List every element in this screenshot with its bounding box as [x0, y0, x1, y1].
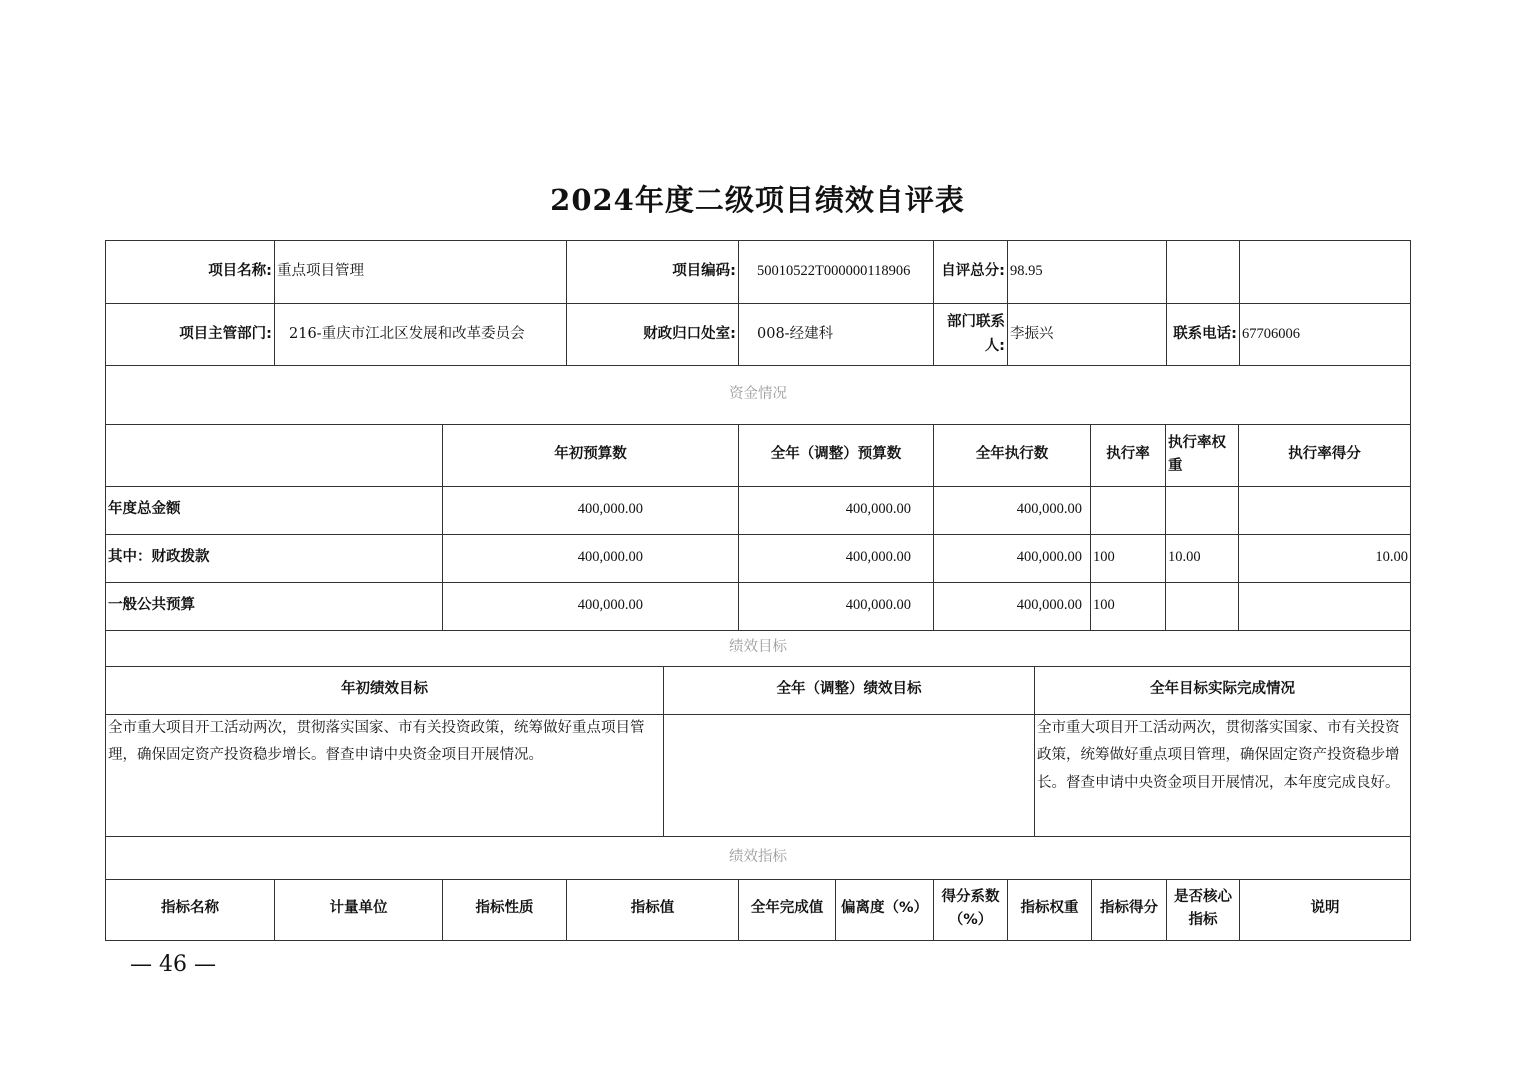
row-label: 一般公共预算: [106, 582, 443, 630]
goals-header-actual: 全年目标实际完成情况: [1035, 666, 1411, 714]
funds-table: [105, 424, 1411, 631]
funds-header-rate: 执行率: [1091, 424, 1166, 486]
page-number: — 46 —: [130, 952, 216, 977]
cell-score: 10.00: [1239, 534, 1411, 582]
cell-adjusted: 400,000.00: [739, 582, 934, 630]
empty-cell: [1167, 241, 1240, 304]
funds-header-score: 执行率得分: [1239, 424, 1411, 486]
indicator-header-core: 是否核心指标: [1167, 879, 1240, 940]
funds-section-label: 资金情况: [106, 366, 1411, 425]
project-name-value: 重点项目管理: [275, 241, 567, 304]
dept-label: 项目主管部门:: [106, 304, 275, 366]
phone-label: 联系电话:: [1167, 304, 1240, 366]
row-label: 其中：财政拨款: [106, 534, 443, 582]
indicator-header-deviation: 偏离度（%）: [836, 879, 934, 940]
indicator-header-completed: 全年完成值: [739, 879, 836, 940]
cell-executed: 400,000.00: [934, 582, 1091, 630]
cell-executed: 400,000.00: [934, 486, 1091, 534]
empty-cell: [1240, 241, 1411, 304]
table-row: [106, 582, 1411, 630]
indicator-header-value: 指标值: [567, 879, 739, 940]
contact-label: 部门联系人:: [934, 304, 1008, 366]
score-label: 自评总分:: [934, 241, 1008, 304]
cell-score: [1239, 486, 1411, 534]
funds-header-executed: 全年执行数: [934, 424, 1091, 486]
table-row: [106, 534, 1411, 582]
indicator-header-weight: 指标权重: [1008, 879, 1092, 940]
indicator-header-notes: 说明: [1240, 879, 1411, 940]
row-label: 年度总金额: [106, 486, 443, 534]
cell-adjusted: 400,000.00: [739, 534, 934, 582]
cell-rate: 100: [1091, 534, 1166, 582]
indicator-header-unit: 计量单位: [275, 879, 443, 940]
finance-label: 财政归口处室:: [567, 304, 739, 366]
goals-header-initial: 年初绩效目标: [106, 666, 664, 714]
table-row: [106, 486, 1411, 534]
cell-score: [1239, 582, 1411, 630]
indicators-section-label: 绩效指标: [106, 836, 1411, 879]
goals-header-adjusted: 全年（调整）绩效目标: [664, 666, 1035, 714]
score-value: 98.95: [1008, 241, 1167, 304]
funds-header-adjusted: 全年（调整）预算数: [739, 424, 934, 486]
funds-header-blank: [106, 424, 443, 486]
goals-table: [105, 631, 1411, 880]
contact-value: 李振兴: [1008, 304, 1167, 366]
cell-rate: [1091, 486, 1166, 534]
project-code-label: 项目编码:: [567, 241, 739, 304]
dept-value: 216-重庆市江北区发展和改革委员会: [275, 304, 567, 366]
goals-section-label: 绩效目标: [106, 631, 1411, 666]
cell-adjusted: 400,000.00: [739, 486, 934, 534]
cell-initial: 400,000.00: [443, 486, 739, 534]
goal-actual-text: 全市重大项目开工活动两次，贯彻落实国家、市有关投资政策，统筹做好重点项目管理，确保固定资产投资稳步增长。督查申请中央资金项目开展情况，本年度完成良好。: [1035, 714, 1411, 836]
goal-initial-text: 全市重大项目开工活动两次，贯彻落实国家、市有关投资政策，统筹做好重点项目管理，确保固定资产投资稳步增长。督查申请中央资金项目开展情况。: [106, 714, 664, 836]
page-title: 2024年度二级项目绩效自评表: [550, 183, 965, 217]
indicator-header-coefficient: 得分系数（%）: [934, 879, 1008, 940]
cell-initial: 400,000.00: [443, 534, 739, 582]
indicators-table: [105, 879, 1411, 941]
funds-header-initial: 年初预算数: [443, 424, 739, 486]
phone-value: 67706006: [1240, 304, 1411, 366]
cell-weight: 10.00: [1166, 534, 1239, 582]
project-info-table: [105, 240, 1411, 425]
indicator-header-name: 指标名称: [106, 879, 275, 940]
project-code-value: 50010522T000000118906: [739, 241, 934, 304]
cell-weight: [1166, 582, 1239, 630]
cell-executed: 400,000.00: [934, 534, 1091, 582]
finance-value: 008-经建科: [739, 304, 934, 366]
funds-header-weight: 执行率权重: [1166, 424, 1239, 486]
cell-initial: 400,000.00: [443, 582, 739, 630]
cell-rate: 100: [1091, 582, 1166, 630]
goal-adjusted-text: [664, 714, 1035, 836]
indicator-header-nature: 指标性质: [443, 879, 567, 940]
cell-weight: [1166, 486, 1239, 534]
project-name-label: 项目名称:: [106, 241, 275, 304]
indicator-header-score: 指标得分: [1092, 879, 1167, 940]
